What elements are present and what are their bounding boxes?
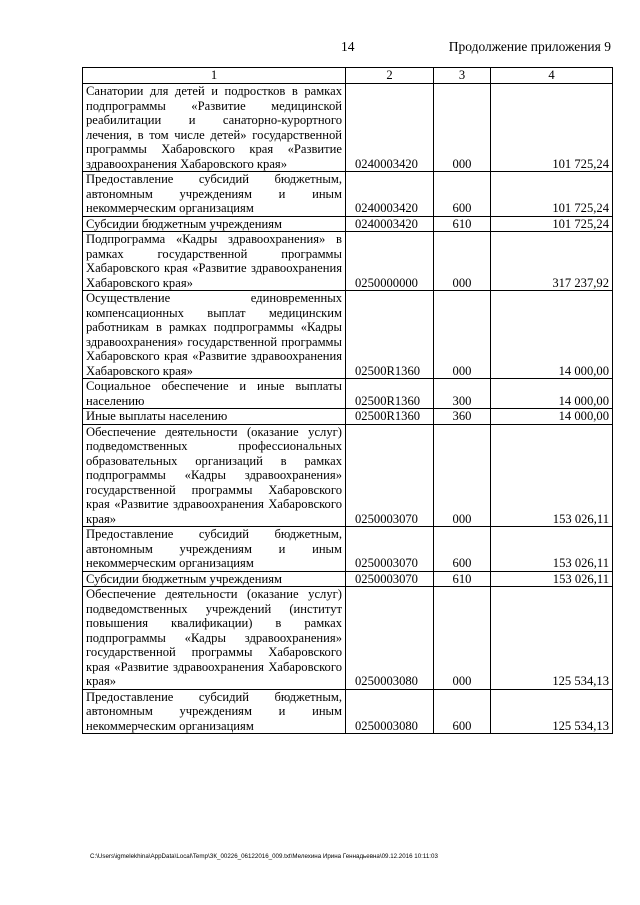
row-expense-type: 000 <box>434 424 491 527</box>
row-amount: 125 534,13 <box>491 587 613 690</box>
row-name: Санатории для детей и подростков в рамках подпрограммы «Развитие медицинской реабилитации и санаторно-курортного лечения, в том числе детей» государственной программы Хабаровского края «Развитие здравоохранения Хабаровского края» <box>83 84 346 172</box>
page-number: 14 <box>341 39 355 54</box>
row-expense-type: 600 <box>434 527 491 572</box>
column-header: 1 <box>83 68 346 84</box>
column-header: 3 <box>434 68 491 84</box>
row-expense-type: 300 <box>434 379 491 409</box>
row-name: Осуществление единовременных компенсационных выплат медицинским работникам в рамках подпрограммы «Кадры здравоохранения» государственной программы Хабаровского края «Развитие здравоохранения Хабаровского края» <box>83 291 346 379</box>
column-header: 2 <box>346 68 434 84</box>
row-name: Иные выплаты населению <box>83 409 346 425</box>
column-header: 4 <box>491 68 613 84</box>
table-row <box>83 527 613 572</box>
row-name: Субсидии бюджетным учреждениям <box>83 216 346 232</box>
appendix-continuation-label: Продолжение приложения 9 <box>448 39 611 54</box>
row-amount: 153 026,11 <box>491 424 613 527</box>
row-expense-type: 610 <box>434 216 491 232</box>
row-expense-type: 000 <box>434 232 491 291</box>
row-target-code: 0250003080 <box>346 689 434 734</box>
row-amount: 14 000,00 <box>491 291 613 379</box>
row-name: Предоставление субсидий бюджетным, автономным учреждениям и иным некоммерческим организациям <box>83 527 346 572</box>
row-amount: 153 026,11 <box>491 527 613 572</box>
row-name: Социальное обеспечение и иные выплаты населению <box>83 379 346 409</box>
row-target-code: 02500R1360 <box>346 291 434 379</box>
table-row <box>83 409 613 425</box>
row-target-code: 0240003420 <box>346 216 434 232</box>
table-row <box>83 84 613 172</box>
row-target-code: 02500R1360 <box>346 379 434 409</box>
document-footer-path: C:\Users\igmelekhina\AppData\Local\Temp\ЗК_00226_06122016_009.txt\Мелехина Ирина Геннадьевна\09.12.2016 10:11:03 <box>90 853 438 860</box>
table-row <box>83 379 613 409</box>
row-name: Субсидии бюджетным учреждениям <box>83 571 346 587</box>
row-target-code: 0240003420 <box>346 84 434 172</box>
row-expense-type: 000 <box>434 587 491 690</box>
row-expense-type: 600 <box>434 689 491 734</box>
row-target-code: 0250003070 <box>346 571 434 587</box>
row-expense-type: 610 <box>434 571 491 587</box>
table-row <box>83 172 613 217</box>
row-expense-type: 600 <box>434 172 491 217</box>
row-name: Обеспечение деятельности (оказание услуг) подведомственных учреждений (институт повышения квалификации) в рамках подпрограммы «Кадры здравоохранения» государственной программы Хабаровского края «Развитие здравоохранения Хабаровского края» <box>83 587 346 690</box>
row-amount: 101 725,24 <box>491 172 613 217</box>
table-row <box>83 424 613 527</box>
row-target-code: 0250003080 <box>346 587 434 690</box>
row-amount: 101 725,24 <box>491 84 613 172</box>
table-row <box>83 291 613 379</box>
row-amount: 125 534,13 <box>491 689 613 734</box>
row-amount: 101 725,24 <box>491 216 613 232</box>
row-name: Предоставление субсидий бюджетным, автономным учреждениям и иным некоммерческим организациям <box>83 172 346 217</box>
row-expense-type: 000 <box>434 291 491 379</box>
table-row <box>83 571 613 587</box>
row-target-code: 0240003420 <box>346 172 434 217</box>
row-amount: 14 000,00 <box>491 409 613 425</box>
row-target-code: 0250003070 <box>346 424 434 527</box>
row-expense-type: 000 <box>434 84 491 172</box>
row-name: Предоставление субсидий бюджетным, автономным учреждениям и иным некоммерческим организациям <box>83 689 346 734</box>
table-row <box>83 587 613 690</box>
row-name: Подпрограмма «Кадры здравоохранения» в рамках государственной программы Хабаровского края «Развитие здравоохранения Хабаровского края» <box>83 232 346 291</box>
table-row <box>83 232 613 291</box>
table-row <box>83 216 613 232</box>
table-row <box>83 689 613 734</box>
row-amount: 317 237,92 <box>491 232 613 291</box>
row-amount: 14 000,00 <box>491 379 613 409</box>
row-name: Обеспечение деятельности (оказание услуг) подведомственных профессиональных образовательных организаций в рамках подпрограммы «Кадры здравоохранения» государственной программы Хабаровского края «Развитие здравоохранения Хабаровского края» <box>83 424 346 527</box>
column-number-row <box>83 68 613 84</box>
budget-table <box>82 67 613 734</box>
row-target-code: 0250003070 <box>346 527 434 572</box>
row-target-code: 0250000000 <box>346 232 434 291</box>
row-target-code: 02500R1360 <box>346 409 434 425</box>
row-expense-type: 360 <box>434 409 491 425</box>
row-amount: 153 026,11 <box>491 571 613 587</box>
